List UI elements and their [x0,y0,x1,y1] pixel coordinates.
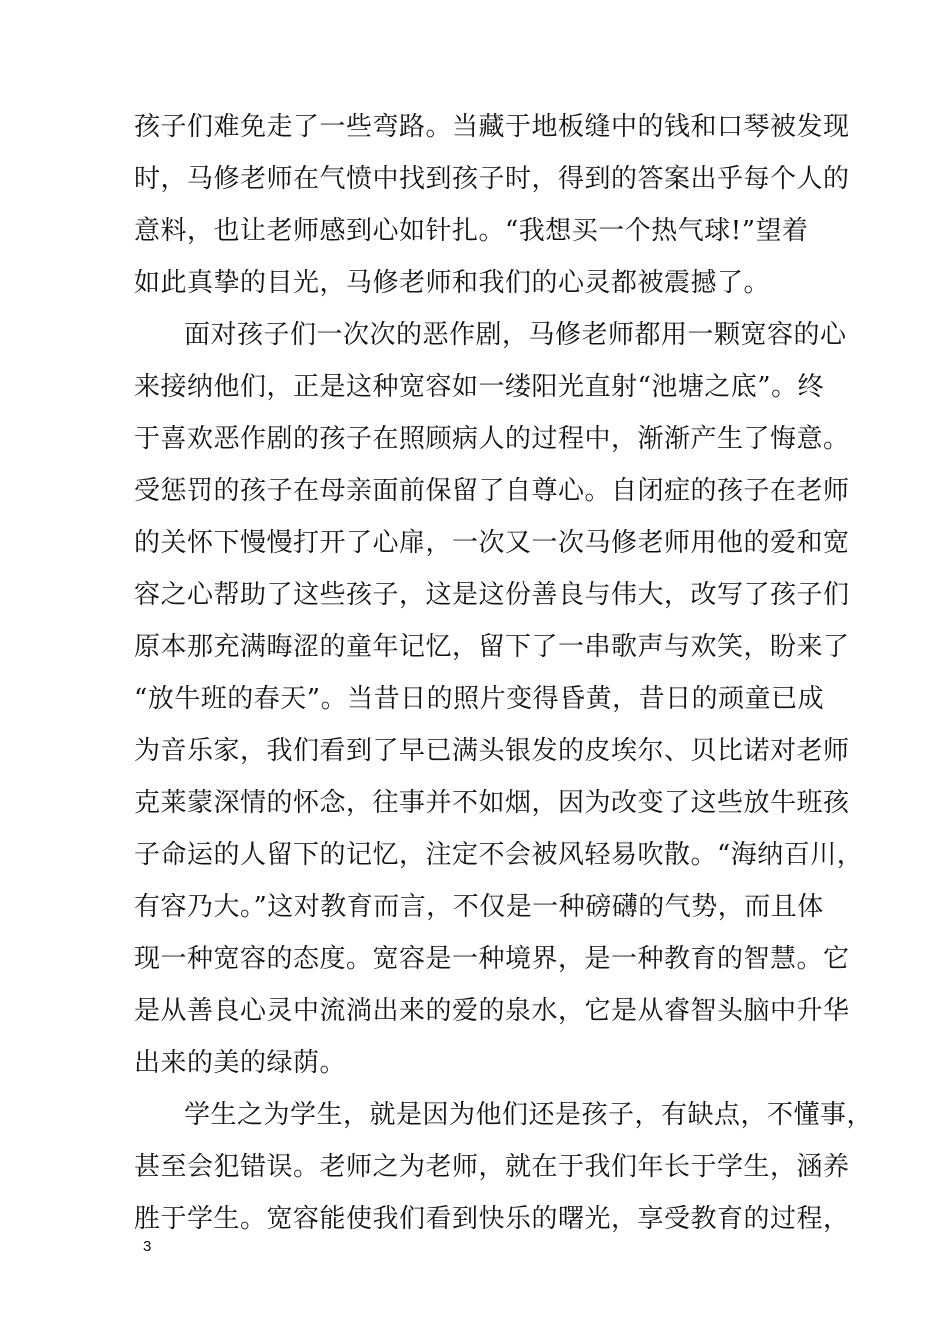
text-line: 意料，也让老师感到心如针扎。“我想买一个热气球!”望着 [134,216,809,246]
text-line: 容之心帮助了这些孩子，这是这份善良与伟大，改写了孩子们 [134,580,850,610]
paragraph-first-line: 面对孩子们一次次的恶作剧，马修老师都用一颗宽容的心 [184,320,847,350]
text-line: “放牛班的春天”。当昔日的照片变得昏黄，昔日的顽童已成 [134,684,825,714]
text-line: 的关怀下慢慢打开了心扉，一次又一次马修老师用他的爱和宽 [134,528,850,558]
text-line: 子命运的人留下的记忆，注定不会被风轻易吹散。“海纳百川， [134,840,864,870]
text-line: 出来的美的绿荫。 [134,1048,347,1078]
text-line: 是从善良心灵中流淌出来的爱的泉水，它是从睿智头脑中升华 [134,996,850,1026]
text-line: 甚至会犯错误。老师之为老师，就在于我们年长于学生，涵养 [134,1152,850,1182]
text-line: 孩子们难免走了一些弯路。当藏于地板缝中的钱和口琴被发现 [134,112,850,142]
text-line: 有容乃大。”这对教育而言，不仅是一种磅礴的气势，而且体 [134,892,824,922]
text-line: 胜于学生。宽容能使我们看到快乐的曙光，享受教育的过程， [134,1204,850,1234]
text-line: 于喜欢恶作剧的孩子在照顾病人的过程中，渐渐产生了悔意。 [134,424,850,454]
text-line: 受惩罚的孩子在母亲面前保留了自尊心。自闭症的孩子在老师 [134,476,850,506]
text-line: 如此真挚的目光，马修老师和我们的心灵都被震撼了。 [134,268,771,298]
page-number: 3 [143,1238,152,1255]
text-line: 时，马修老师在气愤中找到孩子时，得到的答案出乎每个人的 [134,164,850,194]
text-line: 来接纳他们，正是这种宽容如一缕阳光直射“池塘之底”。终 [134,372,825,402]
text-line: 为音乐家，我们看到了早已满头银发的皮埃尔、贝比诺对老师 [134,736,850,766]
text-line: 现一种宽容的态度。宽容是一种境界，是一种教育的智慧。它 [134,944,850,974]
paragraph-first-line: 学生之为学生，就是因为他们还是孩子，有缺点，不懂事， [184,1100,874,1130]
text-line: 克莱蒙深情的怀念，往事并不如烟，因为改变了这些放牛班孩 [134,788,850,818]
text-line: 原本那充满晦涩的童年记忆，留下了一串歌声与欢笑，盼来了 [134,632,850,662]
